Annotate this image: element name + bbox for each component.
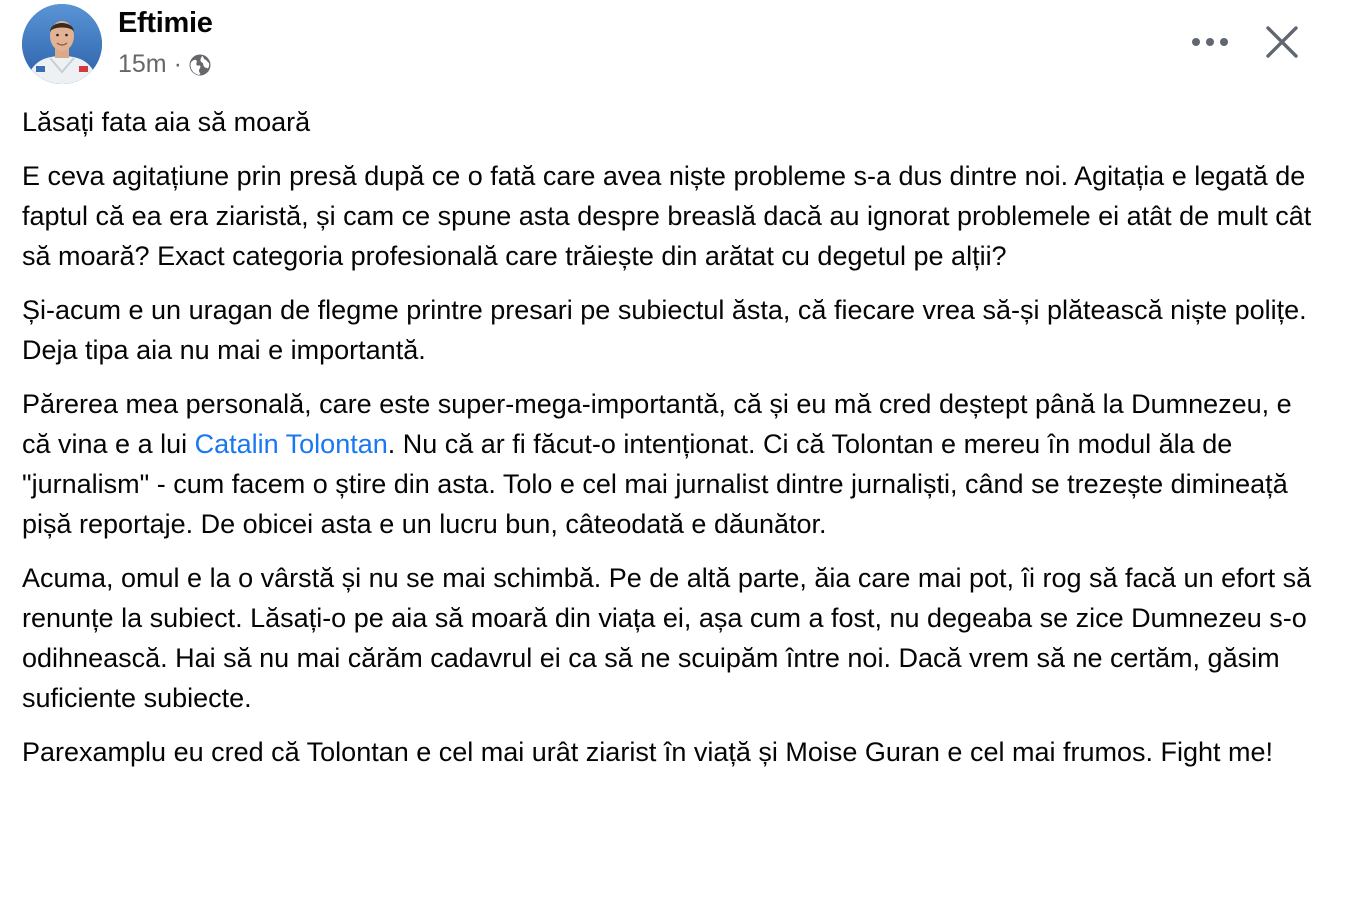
post-paragraph: Parexamplu eu cred că Tolontan e cel mai urât ziarist în viață și Moise Guran e cel mai frumos. Fight me! <box>22 737 1274 767</box>
post-meta <box>118 50 212 79</box>
astronaut-avatar-image <box>22 4 102 84</box>
post-paragraph-title: Lăsați fata aia să moară <box>22 107 311 137</box>
paragraph-text-after-mention: . Nu că ar fi făcut-o intenționat. Ci că Tolontan e mereu în modul ăla de "jurnalism" - cum facem o știre din asta. Tolo e cel mai jurnalist dintre jurnaliști, când se trezește dimineață pișă reportaje. De obicei asta e un lucru bun, câteodată e dăunător. <box>22 429 1288 539</box>
post-time[interactable]: 15m <box>118 50 167 78</box>
post-paragraph-with-mention <box>22 384 1322 544</box>
meta-separator: · <box>173 50 182 78</box>
close-button[interactable] <box>1258 18 1306 66</box>
author-name[interactable]: Eftimie <box>118 7 213 39</box>
close-icon <box>1265 25 1299 59</box>
post-paragraph: E ceva agitațiune prin presă după ce o fată care avea niște probleme s-a dus dintre noi. Agitația e legată de faptul că ea era ziaristă, și cam ce spune asta despre breaslă dacă au ignorat problemele ei atât de mult cât să moară? Exact categoria profesională care trăiește din arătat cu degetul pe alții? <box>22 161 1312 271</box>
post-paragraph: Acuma, omul e la o vârstă și nu se mai schimbă. Pe de altă parte, ăia care mai pot, îi rog să facă un efort să renunțe la subiect. Lăsați-o pe aia să moară din viața ei, așa cum a fost, nu degeaba se zice Dumnezeu s-o odihnească. Hai să nu mai cărăm cadavrul ei ca să ne scuipăm între noi. Dacă vrem să ne certăm, găsim suficiente subiecte. <box>22 563 1312 713</box>
author-avatar[interactable] <box>22 4 102 84</box>
paragraph-text-before-mention: Părerea mea personală, care este super-mega-importantă, că și eu mă cred deștept până la Dumnezeu, e că vina e a lui <box>22 389 1292 459</box>
mention-link[interactable]: Catalin Tolontan <box>194 429 388 459</box>
more-horizontal-icon <box>1190 36 1230 48</box>
post-paragraph: Și-acum e un uragan de flegme printre presari pe subiectul ăsta, că fiecare vrea să-și plătească niște polițe. Deja tipa aia nu mai e importantă. <box>22 295 1307 365</box>
more-options-button[interactable] <box>1184 20 1236 64</box>
post-text <box>22 102 1322 786</box>
globe-icon[interactable] <box>188 53 212 77</box>
